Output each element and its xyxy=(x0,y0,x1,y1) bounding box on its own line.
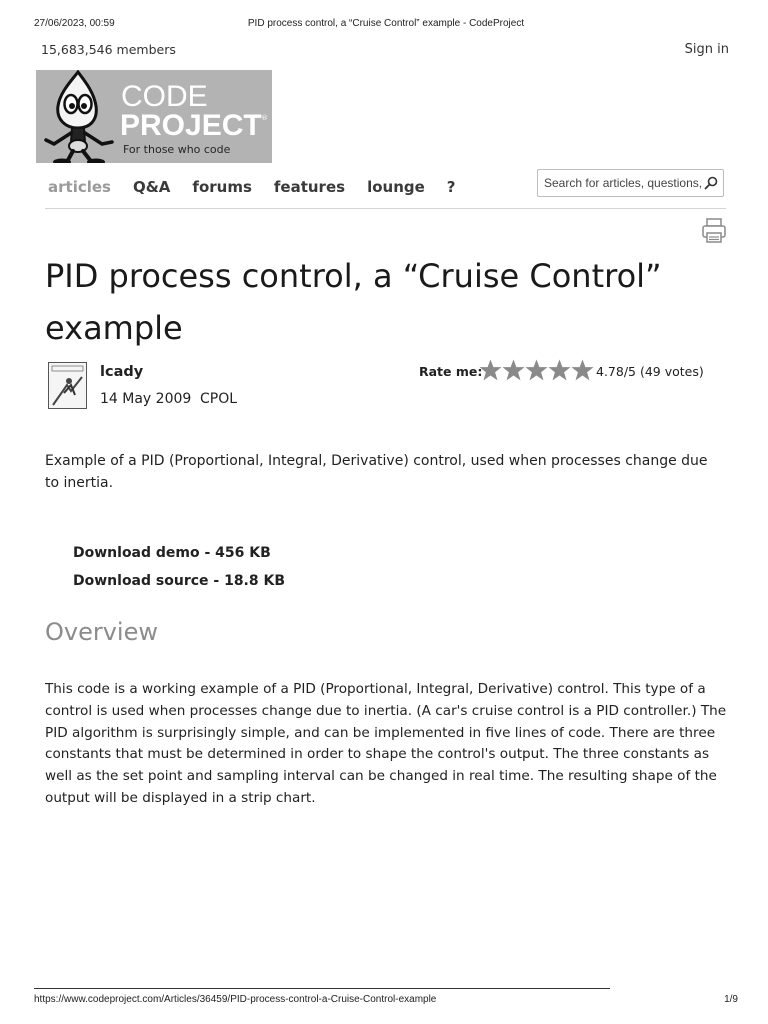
print-doc-title: PID process control, a “Cruise Control” example - CodeProject xyxy=(247,18,525,29)
star-icon[interactable] xyxy=(548,358,571,382)
star-icon[interactable] xyxy=(525,358,548,382)
nav-features[interactable]: features xyxy=(273,178,346,196)
footer-url: https://www.codeproject.com/Articles/36459/PID-process-control-a-Cruise-Control-example xyxy=(34,994,437,1005)
sign-in-link[interactable]: Sign in xyxy=(684,42,729,57)
print-datetime: 27/06/2023, 00:59 xyxy=(34,18,115,29)
logo-tagline: For those who code xyxy=(123,143,231,156)
rating-score: 4.78/5 (49 votes) xyxy=(596,364,704,379)
main-nav xyxy=(48,178,477,200)
download-demo-link[interactable]: Download demo - 456 KB xyxy=(73,545,271,561)
footer-divider xyxy=(34,988,610,989)
rating-stars[interactable] xyxy=(479,358,594,382)
nav-qa[interactable]: Q&A xyxy=(132,178,171,196)
publish-date: 14 May 2009 xyxy=(100,391,192,407)
bob-mascot-icon xyxy=(38,70,122,163)
logo-text-project: PROJECT xyxy=(120,109,262,142)
codeproject-logo[interactable] xyxy=(36,70,272,163)
print-header xyxy=(34,18,738,32)
article-title: PID process control, a “Cruise Control” example xyxy=(45,257,662,347)
footer-page-number: 1/9 xyxy=(724,994,738,1005)
section-heading-overview: Overview xyxy=(45,618,158,646)
article-summary: Example of a PID (Proportional, Integral, Derivative) control, used when processes change due to inertia. xyxy=(45,453,708,491)
star-icon[interactable] xyxy=(479,358,502,382)
avatar-image-icon xyxy=(49,363,86,408)
article-body-paragraph: This code is a working example of a PID (Proportional, Integral, Derivative) control. This type of a control is used when processes change due to inertia. (A car's cruise control is a PID controller.) The PID algorithm is surprisingly simple, and can be implemented in five lines of code. There are three constants that must be determined in order to shape the control's output. The three constants as well as the set point and sampling interval can be changed in real time. The resulting shape of the output will be displayed in a strip chart. xyxy=(45,681,727,806)
nav-divider xyxy=(45,208,726,209)
logo-text-code: CODE xyxy=(121,80,208,113)
author-name[interactable]: lcady xyxy=(100,364,144,380)
search-input[interactable] xyxy=(544,175,704,191)
logo-registered-mark: ® xyxy=(261,114,268,122)
search-box[interactable] xyxy=(537,169,724,197)
license-link[interactable]: CPOL xyxy=(200,391,238,407)
member-count: 15,683,546 members xyxy=(41,42,176,57)
nav-help[interactable]: ? xyxy=(446,178,456,196)
rate-label: Rate me: xyxy=(419,364,483,379)
nav-articles[interactable]: articles xyxy=(48,178,111,196)
printer-icon[interactable] xyxy=(702,218,726,244)
download-source-link[interactable]: Download source - 18.8 KB xyxy=(73,573,286,589)
star-icon[interactable] xyxy=(502,358,525,382)
nav-forums[interactable]: forums xyxy=(192,178,252,196)
nav-lounge[interactable]: lounge xyxy=(367,178,425,196)
author-avatar[interactable] xyxy=(48,362,87,409)
star-icon[interactable] xyxy=(571,358,594,382)
search-icon[interactable] xyxy=(704,176,718,190)
